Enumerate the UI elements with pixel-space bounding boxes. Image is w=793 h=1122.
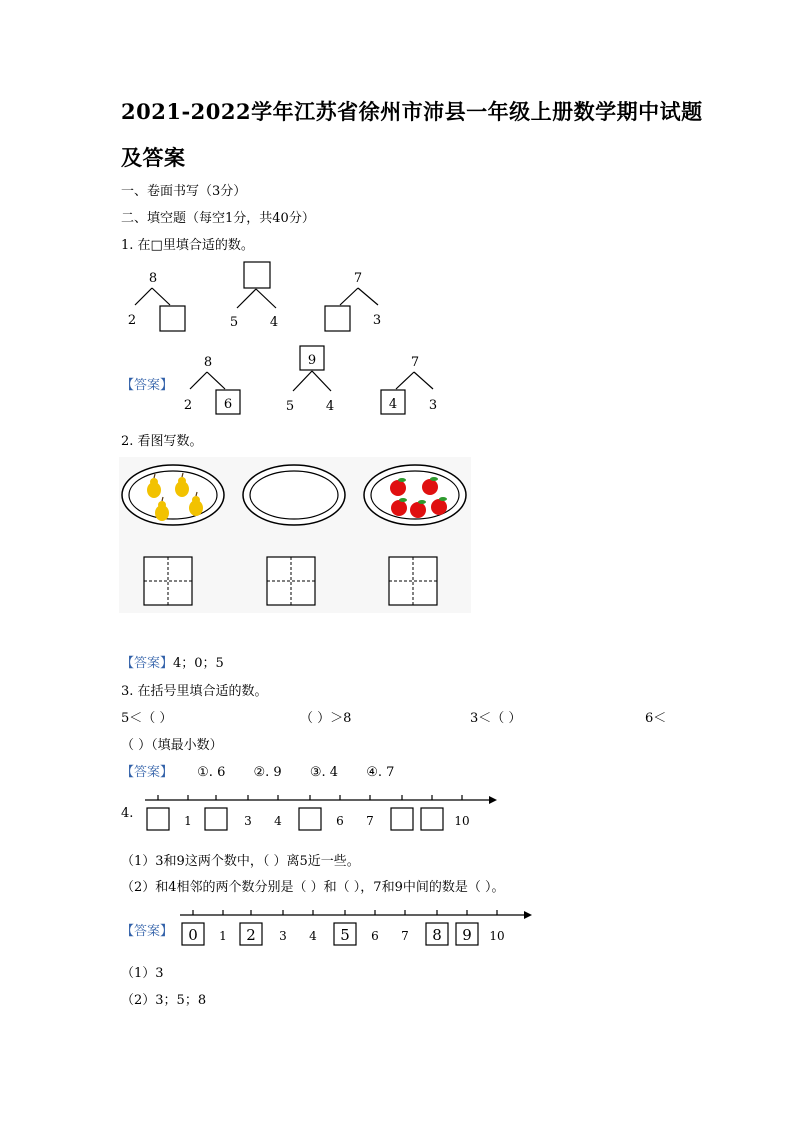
q1-tree-1-blank-box[interactable]: [160, 306, 185, 331]
q3-blank-4a: 6＜: [645, 711, 667, 726]
q4-answer-number-line-label-5: 5: [340, 926, 350, 944]
q3-prompt: 3. 在括号里填合适的数。: [121, 684, 268, 699]
q3-blank-1: 5＜（ ）: [121, 711, 173, 726]
q1-tree-1-left: 2: [127, 313, 137, 328]
q4-answer-label: 【答案】: [121, 924, 174, 939]
q4-answer-number-line-label-6: 6: [371, 929, 379, 943]
q4-answer-2: （2）3；5；8: [121, 993, 207, 1008]
q4-answer-number-line-label-10: 10: [489, 929, 505, 943]
q4-number-line-label-6: 6: [336, 814, 344, 828]
writing-box-3[interactable]: [389, 557, 437, 605]
title-line-1: 2021-2022学年江苏省徐州市沛县一年级上册数学期中试题: [121, 99, 703, 124]
q1-answer-tree-1-right: 6: [223, 397, 233, 412]
q4-answer-number-line-label-8: 8: [432, 926, 442, 944]
q1-answer-tree-3-right: 3: [428, 398, 438, 413]
q3-answer-3: ③. 4: [309, 765, 339, 780]
q4-answer-number-line-label-9: 9: [462, 926, 472, 944]
q4-number-line-label-3: 3: [244, 814, 252, 828]
q4-answer-number-line-label-2: 2: [246, 926, 256, 944]
q4-number-line-label-10: 10: [454, 814, 470, 828]
q1-answer-tree-3-left: 4: [388, 397, 398, 412]
q3-blank-4b: （ ）（填最小数）: [121, 738, 223, 753]
writing-box-2[interactable]: [267, 557, 315, 605]
q1-answer-tree-3-top: 7: [410, 355, 420, 370]
q4-sub-2: （2）和4相邻的两个数分别是（ ）和（ ），7和9中间的数是（ ）。: [121, 880, 505, 895]
q1-answer-tree-1-top: 8: [203, 355, 213, 370]
title-line-2: 及答案: [121, 145, 186, 170]
q1-answer-tree-1-left: 2: [183, 398, 193, 413]
q4-sub-1: （1）3和9这两个数中，（ ）离5近一些。: [121, 854, 360, 869]
q4-number-line-box-9[interactable]: [421, 808, 443, 830]
q4-number-line-box-5[interactable]: [299, 808, 321, 830]
q4-number-line-box-2[interactable]: [205, 808, 227, 830]
section-2-heading: 二、填空题（每空1分，共40分）: [121, 211, 315, 226]
plate-2-empty: [243, 465, 345, 525]
q1-answer-tree-2: [286, 346, 334, 414]
q4-answer-number-line-label-3: 3: [279, 929, 287, 943]
q1-tree-2-left: 5: [229, 315, 239, 330]
q4-number-line-label-4: 4: [274, 814, 282, 828]
q1-tree-1-top: 8: [148, 271, 158, 286]
q1-tree-3-blank-box[interactable]: [325, 306, 350, 331]
plate-1: [122, 465, 224, 525]
q4-number-line-label-1: 1: [184, 814, 192, 828]
plate-3: [364, 465, 466, 525]
q1-answer-tree-1: [184, 355, 240, 414]
q4-answer-number-line-label-7: 7: [401, 929, 409, 943]
q1-answer-tree-2-left: 5: [285, 399, 295, 414]
q2-prompt: 2. 看图写数。: [121, 434, 203, 449]
q4-number: 4.: [121, 806, 134, 821]
q2-plates-figure: [119, 457, 471, 613]
q4-answer-number-line: [175, 905, 540, 955]
q3-answer-label: 【答案】: [121, 765, 174, 780]
q4-answer-number-line-label-1: 1: [219, 929, 227, 943]
q3-blank-2: （ ）＞8: [300, 711, 352, 726]
q1-answer-tree-2-top: 9: [307, 353, 317, 368]
q2-answer-text: 4；0；5: [173, 656, 224, 671]
q4-answer-number-line-label-0: 0: [188, 926, 198, 944]
q3-blank-3: 3＜（ ）: [470, 711, 522, 726]
q1-tree-1: [128, 271, 185, 331]
q1-number-trees: [120, 258, 400, 338]
q4-number-line: [140, 790, 505, 840]
q4-number-line-label-7: 7: [366, 814, 374, 828]
section-1-heading: 一、卷面书写（3分）: [121, 184, 247, 199]
q3-answer: [121, 761, 394, 780]
q1-tree-3-right: 3: [372, 313, 382, 328]
q1-tree-2-right: 4: [269, 315, 279, 330]
writing-box-1[interactable]: [144, 557, 192, 605]
q1-tree-3: [325, 271, 381, 331]
q1-tree-2: [230, 262, 278, 330]
q1-answer-label: 【答案】: [121, 378, 174, 393]
q2-answer-label: 【答案】: [121, 656, 174, 671]
q1-answer-trees: [175, 342, 445, 422]
q4-answer-number-line-label-4: 4: [309, 929, 317, 943]
q3-answer-2: ②. 9: [253, 765, 282, 780]
q3-answer-1: ①. 6: [197, 765, 226, 780]
q1-answer-tree-2-right: 4: [325, 399, 335, 414]
q3-answer-4: ④. 7: [366, 765, 395, 780]
q4-answer-1: （1）3: [121, 966, 164, 981]
q1-tree-3-top: 7: [353, 271, 363, 286]
q4-number-line-box-0[interactable]: [147, 808, 169, 830]
q1-tree-2-blank-box[interactable]: [244, 262, 270, 288]
q1-prompt: 1. 在□里填合适的数。: [121, 238, 254, 253]
q1-answer-tree-3: [381, 355, 437, 414]
q4-number-line-box-8[interactable]: [391, 808, 413, 830]
q2-answer: [121, 652, 224, 671]
